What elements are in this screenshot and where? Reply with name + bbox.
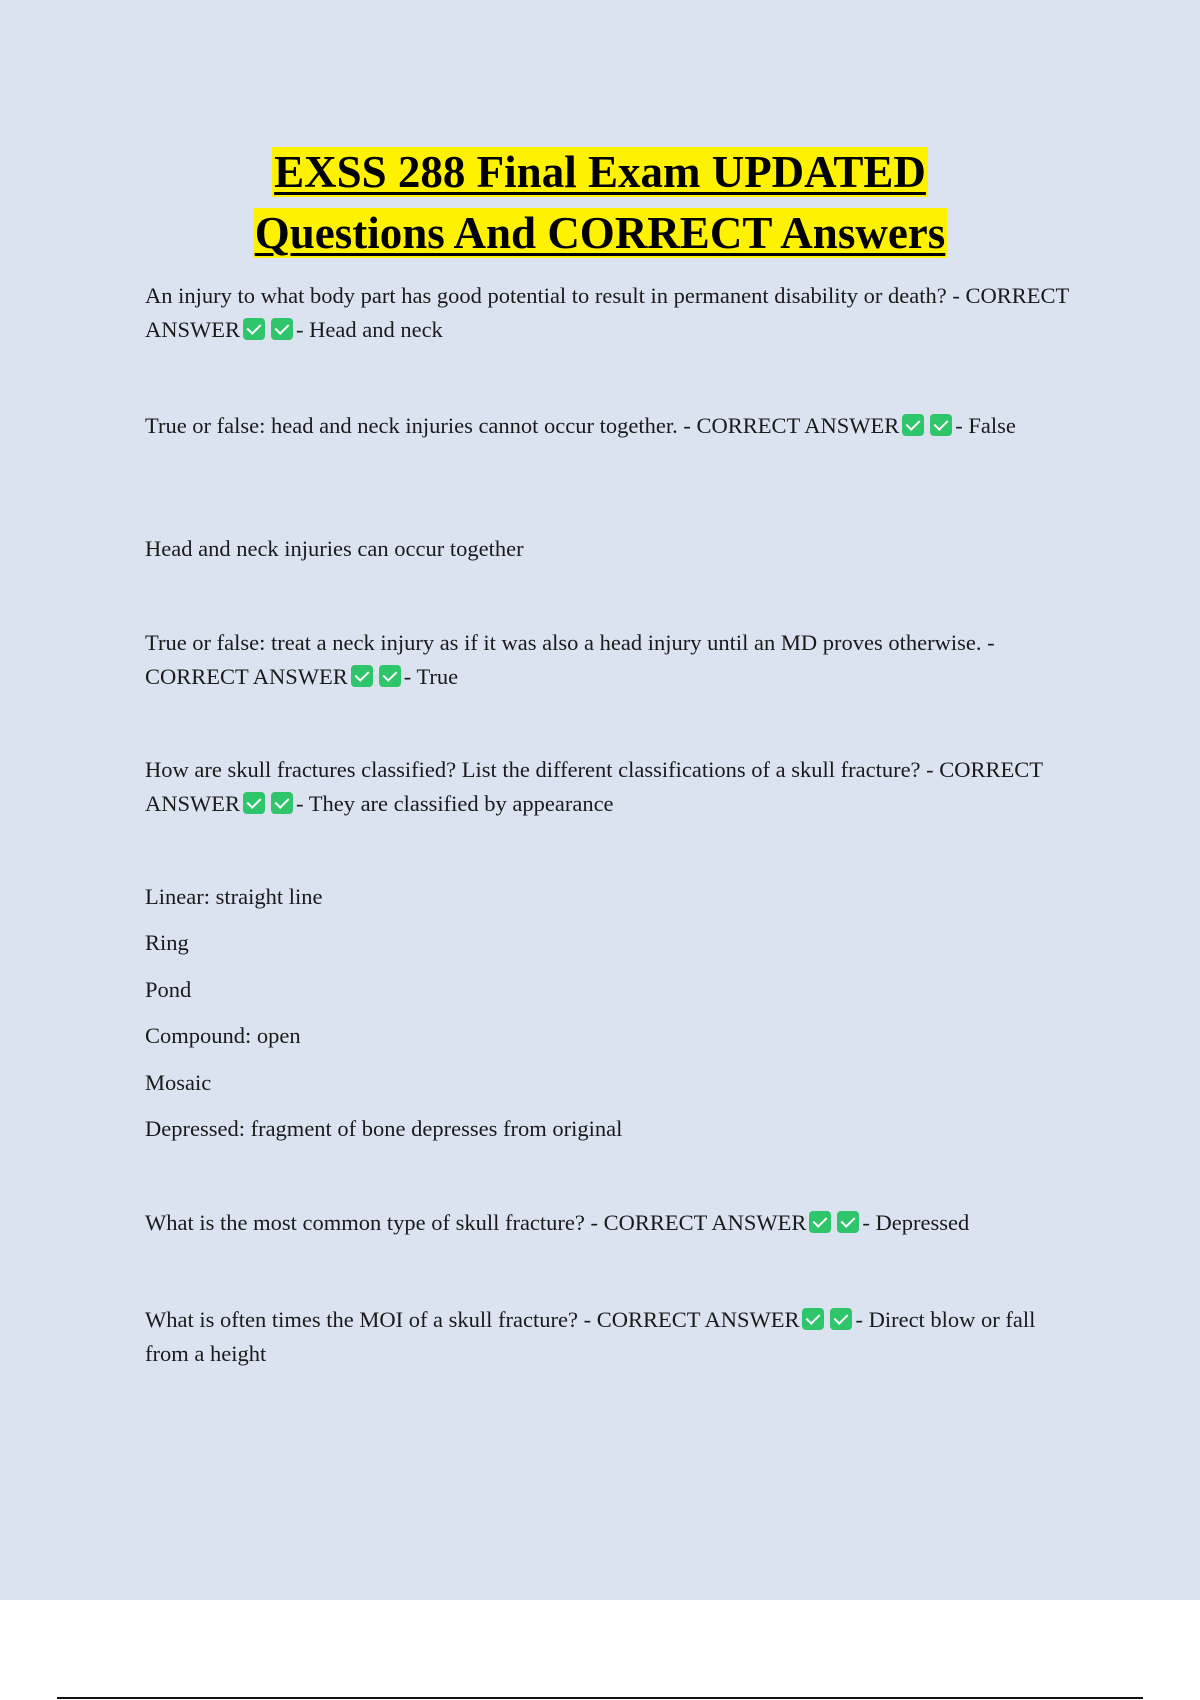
classification-item: Pond <box>145 977 192 1002</box>
answer-text: - Head and neck <box>296 317 443 342</box>
question-text: What is the most common type of skull fracture? - CORRECT ANSWER <box>145 1210 807 1235</box>
classification-item: Mosaic <box>145 1070 212 1095</box>
question-text: An injury to what body part has good potential to result in permanent disability or death? - CORRECT ANSWER <box>145 283 1069 342</box>
qa-item-4 <box>145 753 1080 821</box>
check-box-icon <box>809 1211 831 1233</box>
check-box-icon <box>830 1308 852 1330</box>
check-box-icon <box>351 665 373 687</box>
question-text: How are skull fractures classified? List the different classifications of a skull fracture? - CORRECT ANSWER <box>145 757 1043 816</box>
document-title <box>0 142 1200 264</box>
check-box-icon <box>379 665 401 687</box>
qa-item-3 <box>145 626 1080 694</box>
answer-text: - True <box>403 664 459 689</box>
classification-item: Compound: open <box>145 1023 301 1048</box>
check-box-icon <box>802 1308 824 1330</box>
answer-text: - Direct blow or fall from a height <box>145 1307 1036 1366</box>
question-text: True or false: treat a neck injury as if it was also a head injury until an MD proves otherwise. - CORRECT ANSWER <box>145 630 995 689</box>
check-box-icon <box>271 792 293 814</box>
question-text: True or false: head and neck injuries cannot occur together. - CORRECT ANSWER <box>145 413 900 438</box>
answer-text: - Depressed <box>862 1210 970 1235</box>
classification-item: Depressed: fragment of bone depresses from original <box>145 1116 623 1141</box>
answer-note: Head and neck injuries can occur together <box>145 536 524 561</box>
check-box-icon <box>902 414 924 436</box>
check-box-icon <box>243 318 265 340</box>
qa-item-6 <box>145 1303 1080 1371</box>
title-line-1: EXSS 288 Final Exam UPDATED <box>274 147 926 197</box>
check-box-icon <box>930 414 952 436</box>
classification-item: Ring <box>145 930 189 955</box>
answer-text: - They are classified by appearance <box>296 791 614 816</box>
check-box-icon <box>271 318 293 340</box>
check-box-icon <box>837 1211 859 1233</box>
title-line-2: Questions And CORRECT Answers <box>254 208 946 258</box>
footer-divider <box>57 1697 1143 1699</box>
check-box-icon <box>243 792 265 814</box>
classification-item: Linear: straight line <box>145 884 323 909</box>
qa-item-2 <box>145 409 1080 443</box>
qa-item-5 <box>145 1206 1080 1240</box>
qa-item-1 <box>145 279 1080 347</box>
answer-text: - False <box>955 413 1016 438</box>
question-text: What is often times the MOI of a skull fracture? - CORRECT ANSWER <box>145 1307 800 1332</box>
